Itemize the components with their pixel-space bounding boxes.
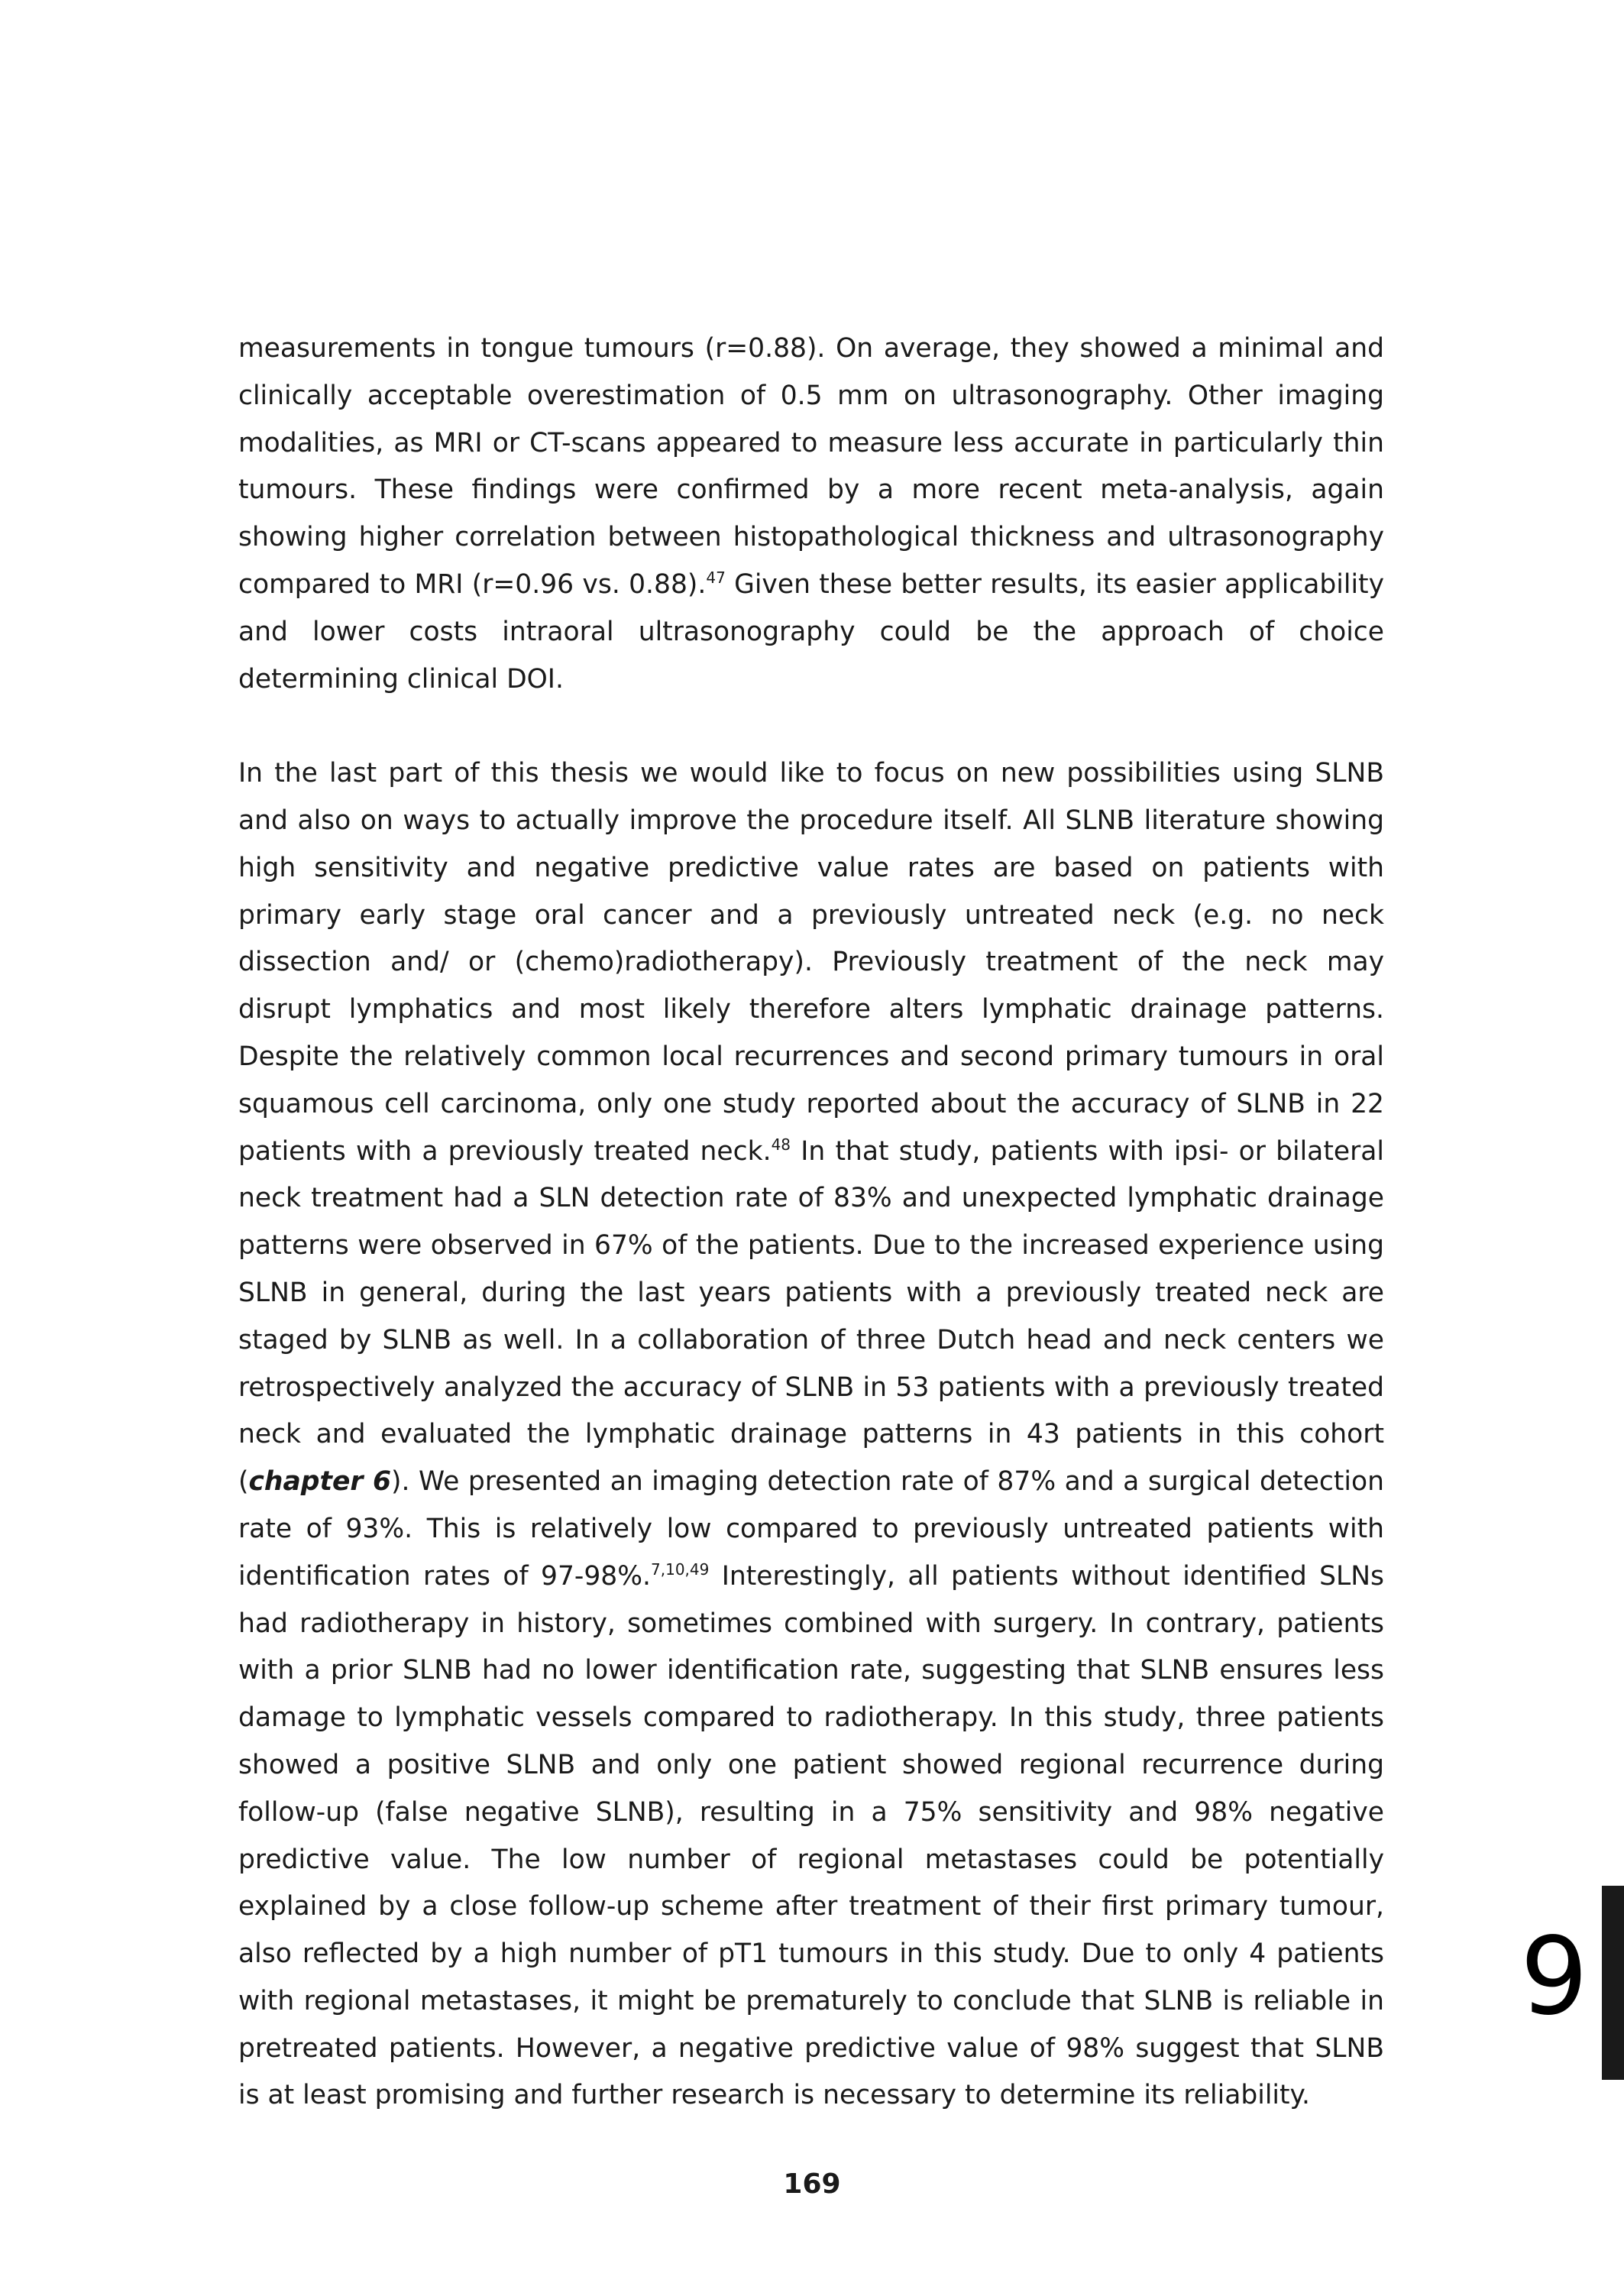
chapter-tab-number: 9 — [1520, 1915, 1589, 2039]
reference-superscript: 47 — [706, 568, 726, 587]
reference-superscript: 7,10,49 — [651, 1559, 710, 1579]
body-text — [238, 325, 1384, 2120]
paragraph-2-text-d: Interestingly, all patients without identified SLNs had radiotherapy in history, sometimes combined with surgery. In contrary, patients with a prior SLNB had no lower identification rate, suggesting that SLNB ensures less damage to lymphatic vessels compared to radiotherapy. In this study, three patients showed a positive SLNB and only one patient showed regional recurrence during follow-up (false negative SLNB), resulting in a 75% sensitivity and 98% negative predictive value. The low number of regional metastases could be potentially explained by a close follow-up scheme after treatment of their first primary tumour, also reflected by a high number of pT1 tumours in this study. Due to only 4 patients with regional metastases, it might be prematurely to conclude that SLNB is reliable in pretreated patients. However, a negative predictive value of 98% suggest that SLNB is at least promising and further research is necessary to determine its reliability. — [238, 1560, 1384, 2111]
paragraph-1-text-b: Given these better results, its easier applicability and lower costs intraoral ultrasonography could be the approach of choice determining clinical DOI. — [238, 568, 1384, 695]
reference-superscript: 48 — [771, 1135, 791, 1154]
paragraph-2-text-a: In the last part of this thesis we would like to focus on new possibilities using SLNB and also on ways to actually improve the procedure itself. All SLNB literature showing high sensitivity and negative predictive value rates are based on patients with primary early stage oral cancer and a previously untreated neck (e.g. no neck dissection and/ or (chemo)radiotherapy). Previously treatment of the neck may disrupt lymphatics and most likely therefore alters lymphatic drainage patterns. Despite the relatively common local recurrences and second primary tumours in oral squamous cell carcinoma, only one study reported about the accuracy of SLNB in 22 patients with a previously treated neck. — [238, 758, 1384, 1167]
paragraph-1 — [238, 325, 1384, 703]
paragraph-2-text-c: ). We presented an imaging detection rate of 87% and a surgical detection rate of 93%. This is relatively low compared to previously untreated patients with identification rates of 97-98%. — [238, 1466, 1384, 1592]
paragraph-1-text-a: measurements in tongue tumours (r=0.88). On average, they showed a minimal and clinically acceptable overestimation of 0.5 mm on ultrasonography. Other imaging modalities, as MRI or CT-scans appeared to measure less accurate in particularly thin tumours. These findings were confirmed by a more recent meta-analysis, again showing higher correlation between histopathological thickness and ultrasonography compared to MRI (r=0.96 vs. 0.88). — [238, 333, 1384, 600]
chapter-tab-bar — [1602, 1886, 1624, 2080]
paragraph-2-text-b: In that study, patients with ipsi- or bilateral neck treatment had a SLN detection rate of 83% and unexpected lymphatic drainage patterns were observed in 67% of the patients. Due to the increased experience using SLNB in general, during the last years patients with a previously treated neck are staged by SLNB as well. In a collaboration of three Dutch head and neck centers we retrospectively analyzed the accuracy of SLNB in 53 patients with a previously treated neck and evaluated the lymphatic drainage patterns in 43 patients in this cohort ( — [238, 1135, 1384, 1498]
page-number: 169 — [783, 2168, 841, 2200]
chapter-reference: chapter 6 — [248, 1466, 391, 1498]
paragraph-2 — [238, 750, 1384, 2120]
